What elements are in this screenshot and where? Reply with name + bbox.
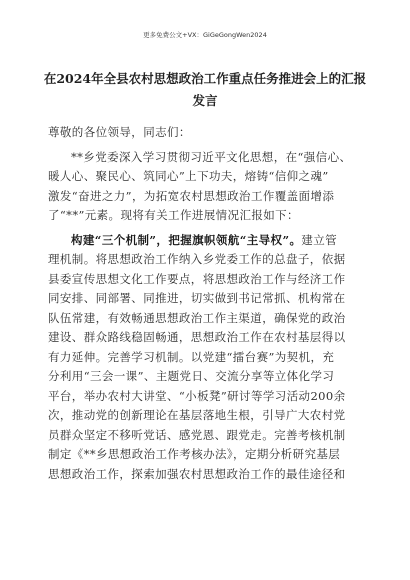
intro-line: 了“**”元素。现将有关工作进展情况汇报如下： [48,208,299,222]
intro-line: **乡党委深入学习贯彻习近平文化思想，在“强信心、 [71,149,352,164]
section-1-heading: 构建“三个机制”，把握旗帜领航“主导权”。 [71,232,302,247]
intro-line: 暖人心、聚民心、筑同心”上下功夫，熔铸“信仰之魂” [48,169,329,183]
section-1-first-line-rest: 建立管 [301,232,338,247]
title-line-1: 在2024年全县农村思想政治工作重点任务推进会上的汇报 [43,71,367,86]
section-1-line: 建设、群众路线稳固畅通，思想政治工作在农村基层得以 [48,330,346,344]
section-1-line: 分利用“三会一课”、主题党日、交流分享等立体化学习 [48,369,335,383]
section-1-line: 平台，举办农村大讲堂、“小板凳”研讨等学习活动200余 [48,388,346,403]
section-1-line: 理机制。将思想政治工作纳入乡党委工作的总盘子，依据 [48,252,346,266]
section-1-paragraph [48,231,362,485]
page-header: 更多免费公文+VX：GiGeGongWen2024 [143,31,267,39]
intro-paragraph [48,148,362,226]
document-body [48,123,362,489]
section-1-line: 同安排、同部署、同推进，切实做到书记常抓、机构常在 [48,291,346,305]
section-1-line: 次，推动党的创新理论在基层落地生根，引导广大农村党 [48,408,346,422]
section-1-line: 县委宣传思想文化工作要点，将思想政治工作与经济工作 [48,271,346,286]
section-1-first-line [48,231,362,251]
title-line-2: 发言 [192,93,218,108]
section-1-line: 制定《**乡思想政治工作考核办法》，定期分析研究基层 [48,447,341,461]
document-title [40,68,370,112]
section-1-line: 员群众坚定不移听党话、感党恩、跟党走。完善考核机制 [48,427,346,442]
intro-line: 激发“奋进之力”，为拓宽农村思想政治工作覆盖面增添 [48,188,335,203]
section-1-line: 思想政治工作，探索加强农村思想政治工作的最佳途径和 [48,466,346,481]
section-1-line: 有力延伸。完善学习机制。以党建“擂台赛”为契机，充 [48,349,335,364]
salutation: 尊敬的各位领导，同志们： [48,125,191,139]
section-1-line: 队伍常建，有效畅通思想政治工作主渠道，确保党的政治 [48,310,346,325]
